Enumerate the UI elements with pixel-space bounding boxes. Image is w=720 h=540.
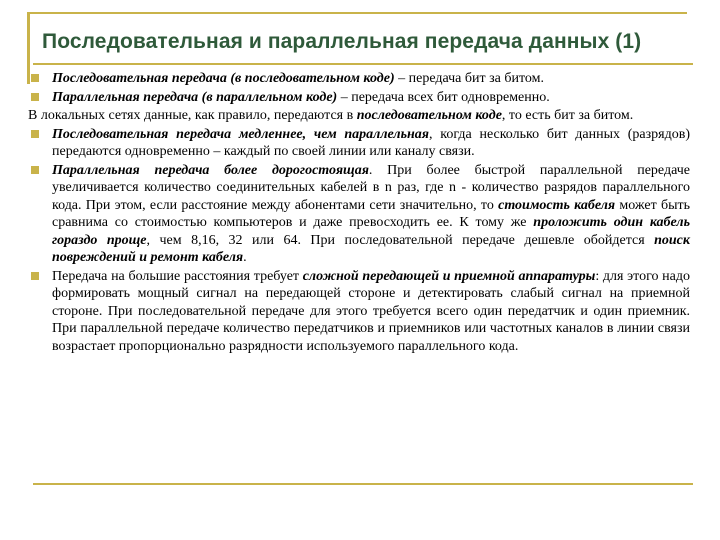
text: . При более быстрой параллельной передаче увеличивается количество соединительных кабелей в n раз, где n - количество разрядов параллельного кода. При этом, если расстояние между абонентами сети значительно, то	[52, 162, 690, 213]
slide-title: Последовательная и параллельная передача данных (1)	[42, 30, 642, 53]
bottom-rule	[33, 483, 693, 485]
paragraph-speed	[28, 126, 690, 161]
term-parallel: Параллельная передача (в параллельном коде)	[52, 89, 338, 105]
emphasis-equipment: сложной передающей и приемной аппаратуры	[302, 268, 596, 284]
text: – передача бит за битом.	[394, 71, 545, 86]
paragraph-serial-definition	[28, 70, 690, 88]
text: : для этого надо формировать мощный сигнал на передающей стороне и детектировать слабый сигнал на приемной стороне. При последовательной передаче для этого требуется всего один передатчик и один приемник. При параллельной передаче количество передатчиков и приемников или частотных каналов в линии связи возрастает пропорционально разрядности используемого параллельного кода.	[52, 268, 690, 354]
title-underline	[33, 63, 693, 65]
text: , то есть бит за битом.	[501, 108, 634, 123]
emphasis-cost: Параллельная передача более дорогостоящая	[52, 162, 369, 178]
square-bullet-icon	[31, 166, 39, 174]
text: – передача всех бит одновременно.	[337, 89, 550, 105]
term-serial: Последовательная передача (в последовательном коде)	[52, 71, 395, 86]
term-serial-code: последовательном коде	[356, 108, 502, 123]
square-bullet-icon	[31, 74, 39, 82]
emphasis-one-cable: проложить один кабель гораздо проще	[52, 215, 690, 248]
emphasis-speed: Последовательная передача медленнее, чем параллельная	[52, 126, 429, 142]
text: В локальных сетях данные, как правило, передаются в	[28, 108, 357, 123]
emphasis-repair: поиск повреждений и ремонт кабеля	[52, 232, 690, 265]
paragraph-distance	[28, 268, 690, 356]
text: .	[243, 250, 247, 265]
text: , чем 8,16, 32 или 64. При последовательной передаче дешевле обойдется	[146, 232, 655, 248]
square-bullet-icon	[31, 130, 39, 138]
square-bullet-icon	[31, 93, 39, 101]
square-bullet-icon	[31, 272, 39, 280]
paragraph-lan-note	[28, 107, 690, 125]
text: может быть сравнима со стоимостью компьютеров и даже превосходить ее. К тому же	[52, 197, 691, 230]
frame-top-border	[27, 12, 687, 14]
text: Передача на большие расстояния требует	[52, 268, 303, 284]
text: , когда несколько бит данных (разрядов) передаются одновременно – каждый по своей линии или каналу связи.	[52, 126, 691, 159]
paragraph-cost	[28, 162, 690, 267]
emphasis-cable-cost: стоимость кабеля	[498, 197, 616, 213]
slide-content	[28, 70, 690, 356]
paragraph-parallel-definition	[28, 89, 690, 107]
